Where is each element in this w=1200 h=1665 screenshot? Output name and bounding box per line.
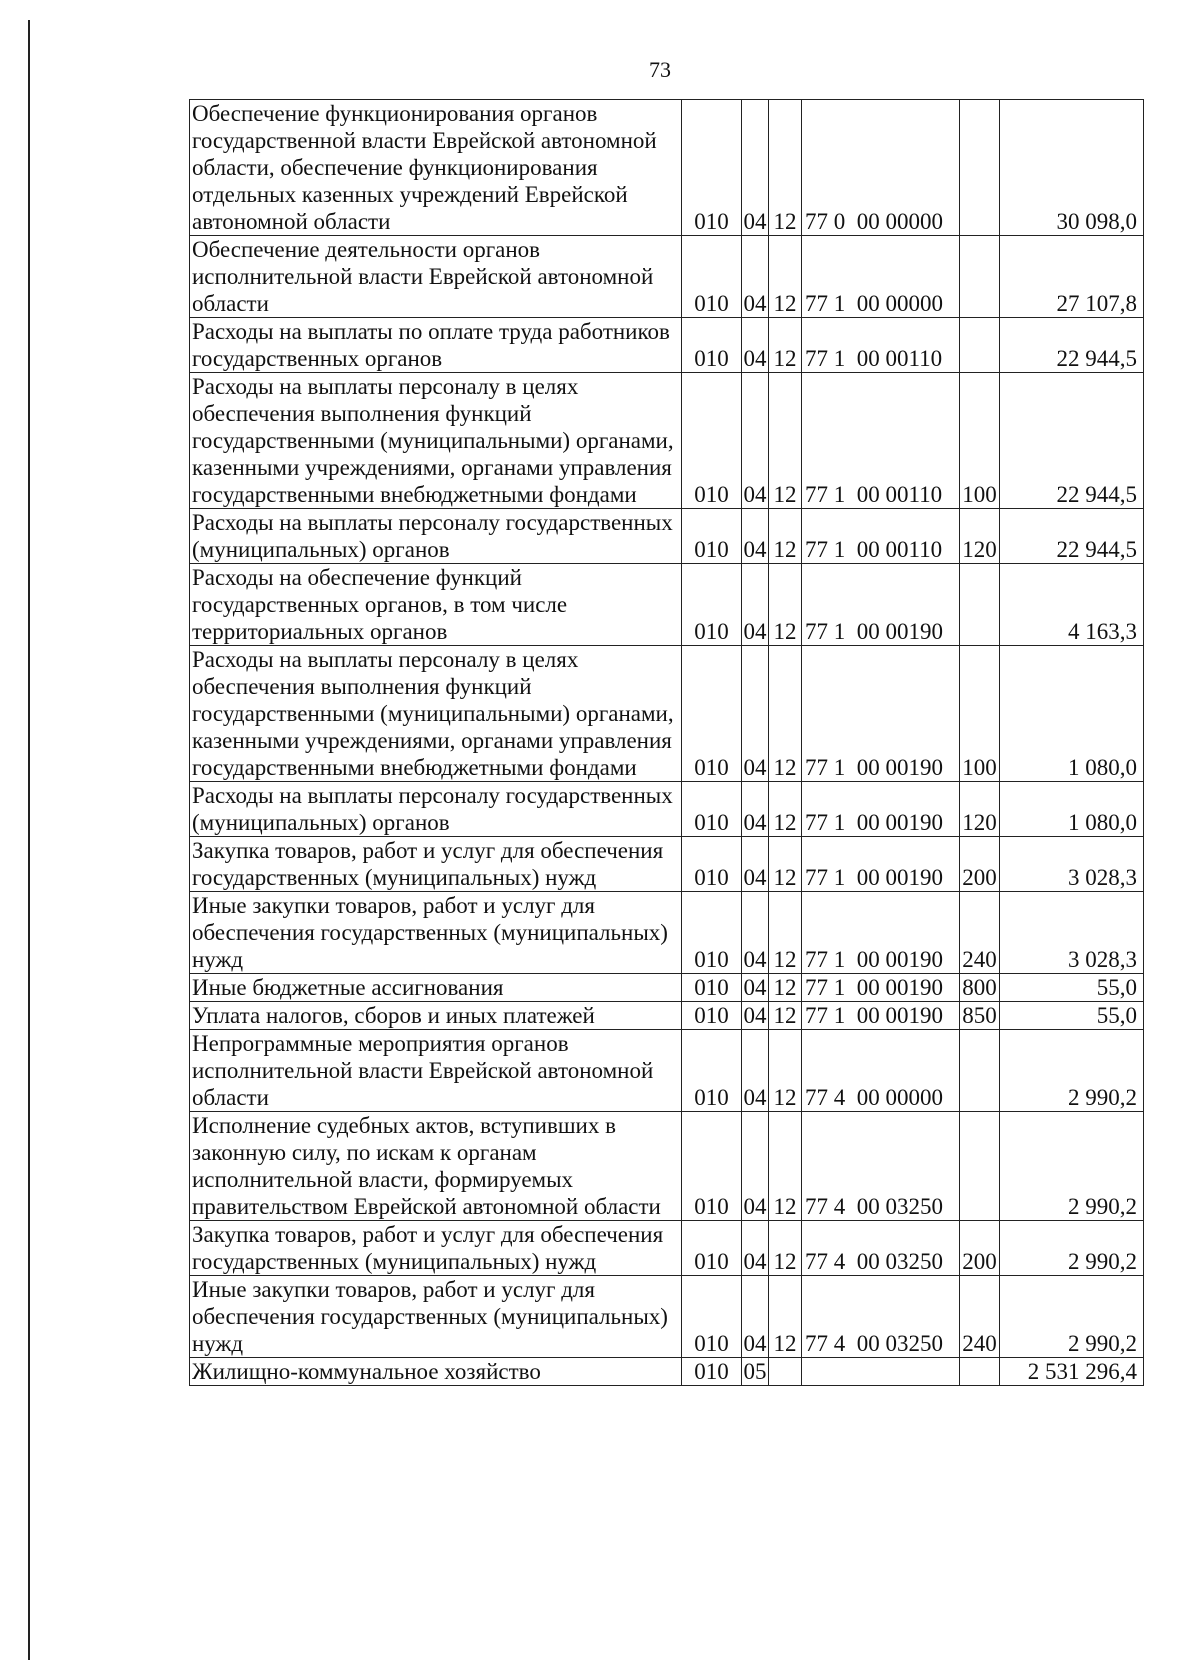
row-target-article-cell: 77 4 00 03250: [802, 1276, 960, 1358]
row-expense-type-cell: 120: [960, 782, 1000, 837]
table-row: [190, 1358, 1144, 1386]
row-target-article-cell: 77 1 00 00190: [802, 837, 960, 892]
row-grbs-cell: 010: [682, 509, 742, 564]
row-section-cell: 04: [742, 509, 769, 564]
row-name-cell: Непрограммные мероприятия органов исполнительной власти Еврейской автономной области: [190, 1030, 682, 1112]
binding-line: [28, 20, 30, 1660]
row-target-article-cell: 77 1 00 00190: [802, 1002, 960, 1030]
table-row: [190, 1276, 1144, 1358]
row-target-article-cell: 77 4 00 03250: [802, 1112, 960, 1221]
row-expense-type-cell: [960, 1112, 1000, 1221]
row-grbs-cell: 010: [682, 837, 742, 892]
row-amount-cell: 2 990,2: [1000, 1112, 1144, 1221]
table-row: [190, 100, 1144, 236]
table-row: [190, 892, 1144, 974]
row-amount-cell: 3 028,3: [1000, 837, 1144, 892]
row-amount-cell: 2 990,2: [1000, 1221, 1144, 1276]
row-expense-type-cell: 200: [960, 1221, 1000, 1276]
row-section-cell: 04: [742, 837, 769, 892]
row-expense-type-cell: 100: [960, 646, 1000, 782]
table-row: [190, 564, 1144, 646]
row-name-cell: Обеспечение функционирования органов государственной власти Еврейской автономной области, обеспечение функционирования отдельных казенных учреждений Еврейской автономной области: [190, 100, 682, 236]
row-target-article-cell: 77 1 00 00190: [802, 892, 960, 974]
row-subsection-cell: 12: [769, 509, 802, 564]
row-amount-cell: 30 098,0: [1000, 100, 1144, 236]
row-amount-cell: 22 944,5: [1000, 509, 1144, 564]
row-amount-cell: 2 531 296,4: [1000, 1358, 1144, 1386]
row-target-article-cell: 77 1 00 00110: [802, 509, 960, 564]
table-row: [190, 1030, 1144, 1112]
table-row: [190, 1002, 1144, 1030]
table-row: [190, 837, 1144, 892]
row-section-cell: 04: [743, 1003, 767, 1028]
row-grbs-cell: 010: [682, 646, 742, 782]
row-name-cell: Иные бюджетные ассигнования: [190, 974, 682, 1002]
table-row: [190, 236, 1144, 318]
row-amount-cell: 22 944,5: [1000, 373, 1144, 509]
row-amount-cell: 22 944,5: [1000, 318, 1144, 373]
row-target-article-cell: 77 1 00 00190: [802, 974, 960, 1002]
row-name-cell: Расходы на выплаты по оплате труда работников государственных органов: [190, 318, 682, 373]
row-name-cell: Иные закупки товаров, работ и услуг для обеспечения государственных (муниципальных) нужд: [190, 1276, 682, 1358]
row-grbs-cell: 010: [682, 1112, 742, 1221]
row-subsection-cell: 12: [769, 974, 802, 1002]
row-section-cell: 04: [742, 564, 769, 646]
row-expense-type-cell: [960, 318, 1000, 373]
row-expense-type-cell: 800: [960, 974, 1000, 1002]
row-target-article-cell: 77 0 00 00000: [802, 100, 960, 236]
row-section-cell: 04: [742, 646, 769, 782]
row-subsection-cell: 12: [769, 564, 802, 646]
row-expense-type-cell: 200: [960, 837, 1000, 892]
row-section-cell: 04: [742, 1112, 769, 1221]
table-row: [190, 1112, 1144, 1221]
row-name-cell: Расходы на выплаты персоналу в целях обеспечения выполнения функций государственными (муниципальными) органами, казенными учреждениями, органами управления государственными внебюджетными фондами: [190, 373, 682, 509]
row-name-cell: Иные закупки товаров, работ и услуг для обеспечения государственных (муниципальных) нужд: [190, 892, 682, 974]
row-target-article-cell: 77 1 00 00190: [802, 646, 960, 782]
row-section-cell: 04: [742, 318, 769, 373]
table-row: [190, 1221, 1144, 1276]
row-section-cell: 04: [742, 782, 769, 837]
row-subsection-cell: 12: [769, 1112, 802, 1221]
row-name-cell: Закупка товаров, работ и услуг для обеспечения государственных (муниципальных) нужд: [190, 1221, 682, 1276]
row-target-article-cell: 77 4 00 00000: [802, 1030, 960, 1112]
row-subsection-cell: 12: [769, 646, 802, 782]
row-subsection-cell: 12: [769, 1221, 802, 1276]
row-grbs-cell: 010: [682, 892, 742, 974]
row-grbs-cell: 010: [682, 1221, 742, 1276]
row-target-article-cell: 77 1 00 00190: [802, 782, 960, 837]
row-grbs-cell: 010: [682, 1276, 742, 1358]
row-amount-cell: 27 107,8: [1000, 236, 1144, 318]
row-target-article-cell: [802, 1358, 960, 1386]
page-number: 73: [649, 57, 671, 82]
row-expense-type-cell: 850: [960, 1002, 1000, 1030]
row-expense-type-cell: 240: [960, 892, 1000, 974]
row-expense-type-cell: 240: [960, 1276, 1000, 1358]
row-grbs-cell: 010: [682, 100, 742, 236]
row-expense-type-cell: [960, 1030, 1000, 1112]
row-subsection-cell: [769, 1358, 802, 1386]
row-amount-cell: 55,0: [1000, 974, 1144, 1002]
row-expense-type-cell: 120: [960, 509, 1000, 564]
row-section-cell: 04: [742, 373, 769, 509]
row-subsection-cell: 12: [769, 236, 802, 318]
row-amount-cell: 2 990,2: [1000, 1276, 1144, 1358]
row-subsection-cell: 12: [769, 100, 802, 236]
row-expense-type-cell: [960, 564, 1000, 646]
row-amount-cell: 4 163,3: [1000, 564, 1144, 646]
row-target-article-cell: 77 1 00 00190: [802, 564, 960, 646]
row-subsection-cell: 12: [769, 1002, 802, 1030]
row-name-cell: Расходы на выплаты персоналу государственных (муниципальных) органов: [190, 509, 682, 564]
row-section-cell: 04: [743, 975, 767, 1000]
table-row: [190, 974, 1144, 1002]
budget-table: [189, 99, 1144, 1386]
row-grbs-cell: 010: [682, 1030, 742, 1112]
row-name-cell: Расходы на выплаты персоналу в целях обеспечения выполнения функций государственными (муниципальными) органами, казенными учреждениями, органами управления государственными внебюджетными фондами: [190, 646, 682, 782]
row-subsection-cell: 12: [769, 373, 802, 509]
row-name-cell: Закупка товаров, работ и услуг для обеспечения государственных (муниципальных) нужд: [190, 837, 682, 892]
table-row: [190, 782, 1144, 837]
table-row: [190, 646, 1144, 782]
row-grbs-cell: 010: [682, 1358, 742, 1386]
row-target-article-cell: 77 4 00 03250: [802, 1221, 960, 1276]
row-target-article-cell: 77 1 00 00000: [802, 236, 960, 318]
row-grbs-cell: 010: [682, 564, 742, 646]
row-section-cell: 04: [742, 892, 769, 974]
row-target-article-cell: 77 1 00 00110: [802, 318, 960, 373]
row-subsection-cell: 12: [769, 318, 802, 373]
row-grbs-cell: 010: [682, 974, 742, 1002]
row-grbs-cell: 010: [682, 373, 742, 509]
row-name-cell: Расходы на обеспечение функций государственных органов, в том числе территориальных органов: [190, 564, 682, 646]
row-target-article-cell: 77 1 00 00110: [802, 373, 960, 509]
row-amount-cell: 3 028,3: [1000, 892, 1144, 974]
row-grbs-cell: 010: [682, 318, 742, 373]
row-subsection-cell: 12: [769, 837, 802, 892]
row-name-cell: Жилищно-коммунальное хозяйство: [190, 1358, 682, 1386]
row-expense-type-cell: [960, 1358, 1000, 1386]
row-section-cell: 04: [742, 1221, 769, 1276]
row-name-cell: Исполнение судебных актов, вступивших в законную силу, по искам к органам исполнительной власти, формируемых правительством Еврейской автономной области: [190, 1112, 682, 1221]
row-section-cell: 04: [742, 1030, 769, 1112]
row-section-cell: 05: [743, 1359, 767, 1384]
row-subsection-cell: 12: [769, 1276, 802, 1358]
row-section-cell: 04: [742, 1276, 769, 1358]
table-row: [190, 318, 1144, 373]
row-section-cell: 04: [742, 100, 769, 236]
row-amount-cell: 1 080,0: [1000, 782, 1144, 837]
row-expense-type-cell: 100: [960, 373, 1000, 509]
budget-table-body: [190, 100, 1144, 1386]
row-grbs-cell: 010: [682, 236, 742, 318]
row-amount-cell: 55,0: [1000, 1002, 1144, 1030]
row-expense-type-cell: [960, 100, 1000, 236]
table-row: [190, 373, 1144, 509]
row-amount-cell: 1 080,0: [1000, 646, 1144, 782]
table-row: [190, 509, 1144, 564]
row-subsection-cell: 12: [769, 1030, 802, 1112]
row-amount-cell: 2 990,2: [1000, 1030, 1144, 1112]
row-subsection-cell: 12: [769, 782, 802, 837]
row-name-cell: Уплата налогов, сборов и иных платежей: [190, 1002, 682, 1030]
row-name-cell: Обеспечение деятельности органов исполнительной власти Еврейской автономной области: [190, 236, 682, 318]
row-name-cell: Расходы на выплаты персоналу государственных (муниципальных) органов: [190, 782, 682, 837]
row-subsection-cell: 12: [769, 892, 802, 974]
row-grbs-cell: 010: [682, 1002, 742, 1030]
row-section-cell: 04: [742, 236, 769, 318]
row-expense-type-cell: [960, 236, 1000, 318]
row-grbs-cell: 010: [682, 782, 742, 837]
